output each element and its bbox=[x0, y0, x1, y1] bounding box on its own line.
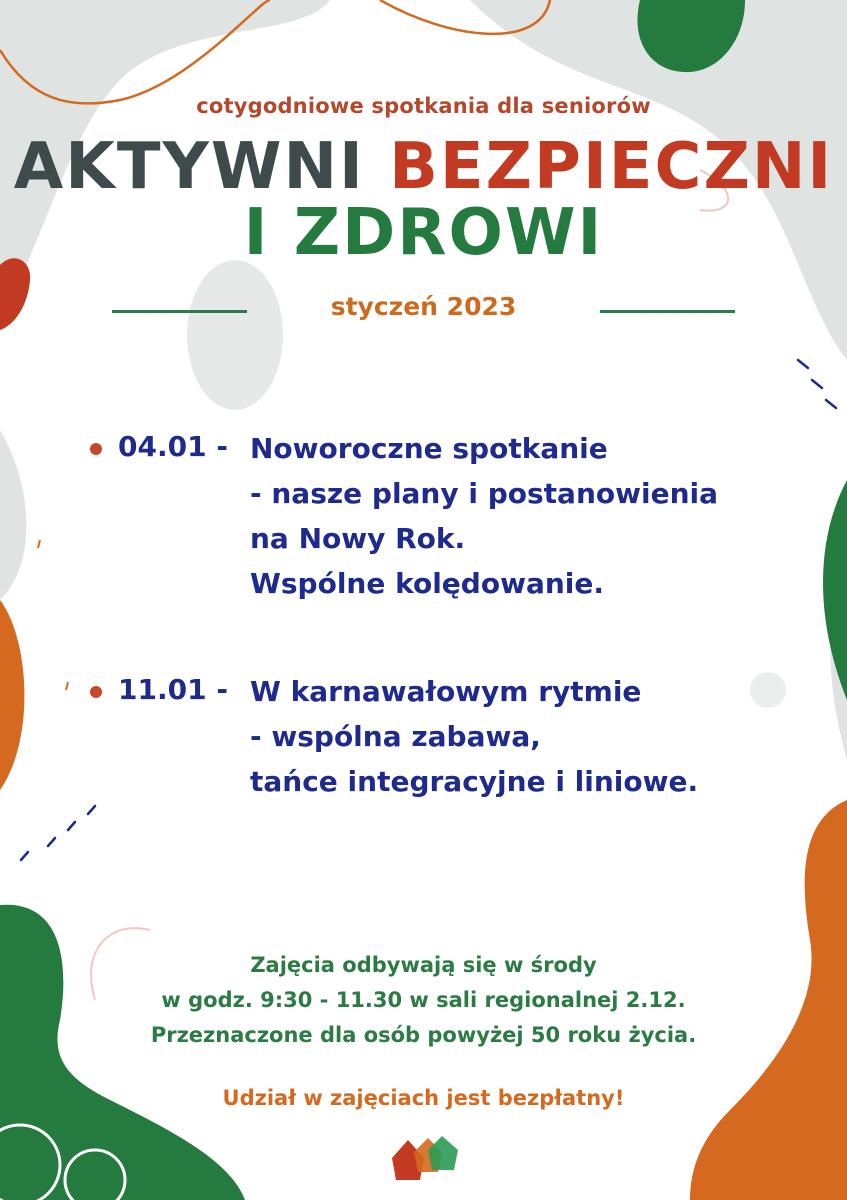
grey-blob-left-mid bbox=[0, 430, 26, 600]
event-line: - wspólna zabawa, bbox=[250, 720, 541, 753]
accent-mark-1 bbox=[38, 540, 40, 548]
event-date: 11.01 - bbox=[118, 673, 228, 706]
info-line: w godz. 9:30 - 11.30 w sali regionalnej 2.12. bbox=[161, 988, 686, 1012]
event-line: tańce integracyjne i liniowe. bbox=[250, 765, 699, 798]
event-bullet bbox=[90, 443, 102, 455]
subtitle: cotygodniowe spotkania dla seniorów bbox=[196, 94, 651, 118]
event-date: 04.01 - bbox=[118, 430, 228, 463]
event-line: W karnawałowym rytmie bbox=[250, 675, 642, 708]
event-description bbox=[250, 669, 698, 804]
info-line: Zajęcia odbywają się w środy bbox=[250, 953, 597, 977]
orange-blob-left bbox=[0, 600, 24, 790]
divider-right bbox=[600, 310, 735, 313]
free-admission-note: Udział w zajęciach jest bezpłatny! bbox=[222, 1086, 625, 1110]
dashes-left bbox=[21, 806, 95, 860]
title-line-2: I ZDROWI bbox=[243, 196, 604, 270]
info-block bbox=[0, 948, 847, 1053]
event-line: Wspólne kolędowanie. bbox=[250, 567, 604, 600]
grey-oval bbox=[187, 260, 283, 410]
title-word-bezpieczni: BEZPIECZNI bbox=[389, 130, 834, 204]
organizer-logo bbox=[392, 1136, 458, 1180]
event-description bbox=[250, 426, 718, 606]
dashes-right bbox=[798, 360, 836, 408]
event-line: - nasze plany i postanowienia bbox=[250, 477, 718, 510]
accent-mark-2 bbox=[66, 682, 68, 690]
title-line-1 bbox=[0, 130, 847, 204]
grey-dot bbox=[750, 672, 786, 708]
event-bullet bbox=[90, 686, 102, 698]
info-line: Przeznaczone dla osób powyżej 50 roku życia. bbox=[150, 1023, 697, 1047]
month-label: styczeń 2023 bbox=[330, 292, 517, 321]
event-line: na Nowy Rok. bbox=[250, 522, 466, 555]
event-line: Noworoczne spotkanie bbox=[250, 432, 608, 465]
title-word-aktywni: AKTYWNI bbox=[13, 130, 365, 204]
